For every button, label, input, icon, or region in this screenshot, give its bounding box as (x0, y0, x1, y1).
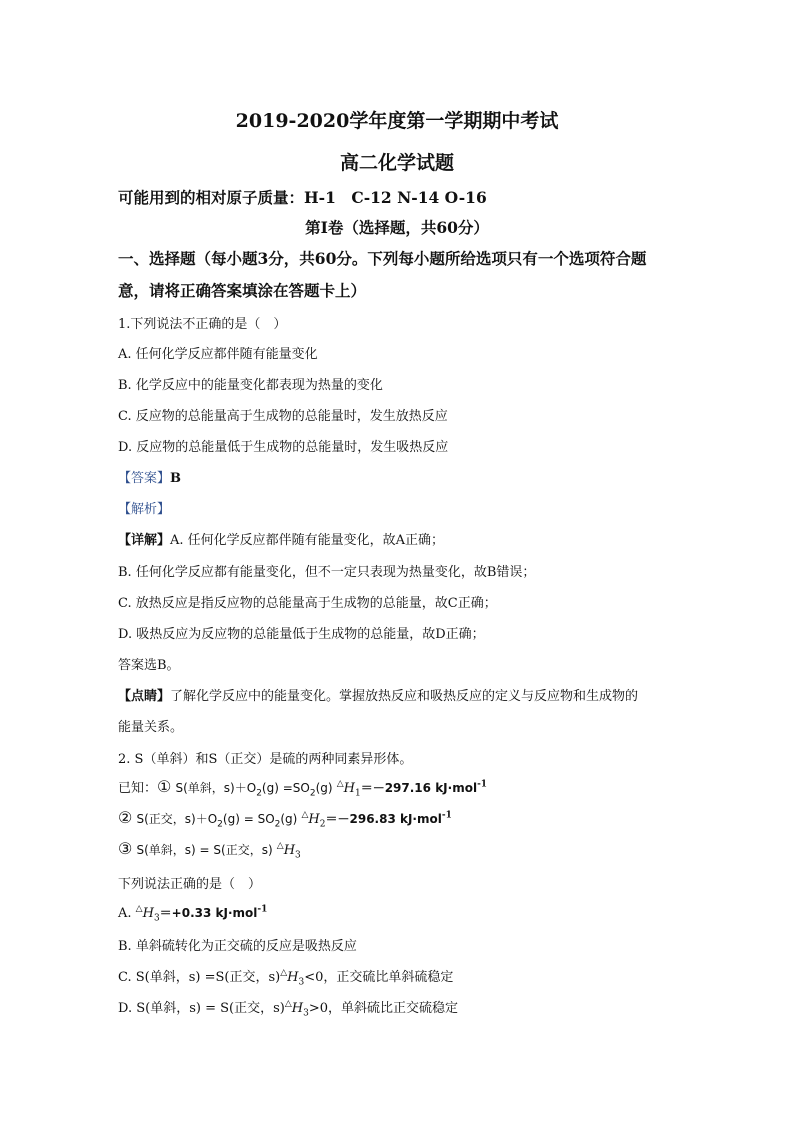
q1-option-a: A. 任何化学反应都伴随有能量变化 (118, 347, 318, 362)
q2-equation-1: 已知：① S(单斜，$s)+O_2(g) =SO_2(g)$ $^\triangle H_1=-297.16$ kJ·mol$^{-1}$ (118, 777, 488, 799)
q1-detail-line-3: C. 放热反应是指反应物的总能量高于生成物的总能量，故C正确； (118, 596, 497, 611)
delta-icon: △ (284, 999, 292, 1009)
eq1-formula: S(单斜，$s)+O_2(g) =SO_2(g)$ (175, 781, 333, 799)
q1-detail-line-4: D. 吸热反应为反应物的总能量低于生成物的总能量，故D正确； (118, 627, 485, 642)
q1-option-d: D. 反应物的总能量低于生成物的总能量时，发生吸热反应 (118, 440, 449, 455)
q2-equation-2: ② S(正交，$s)+O_2(g) = SO_2(g)$ $^\triangle H_2=-296.83$ kJ·mol$^{-1}$ (118, 808, 452, 830)
detail-text: A. 任何化学反应都伴随有能量变化，故A正确； (170, 533, 445, 548)
point-tag: 【点睛】 (118, 689, 171, 704)
instructions-line-1: 一、选择题（每小题3分，共60分。下列每小题所给选项只有一个选项符合题 (118, 249, 647, 268)
exam-subtitle: 高二化学试题 (339, 152, 454, 174)
eq3-marker: ③ (118, 839, 133, 858)
q1-answer (118, 467, 181, 486)
q1-point-line-1 (118, 685, 638, 704)
instructions-line-2: 意，请将正确答案填涂在答题卡上） (118, 281, 367, 300)
q1-detail-line-2: B. 任何化学反应都有能量变化，但不一定只表现为热量变化，故B错误； (118, 565, 536, 580)
q1-option-c: C. 反应物的总能量高于生成物的总能量时，发生放热反应 (118, 409, 448, 424)
q1-detail-line-1 (118, 529, 444, 548)
known-label: 已知： (118, 781, 158, 796)
delta-icon: △ (276, 841, 284, 851)
q2-option-c: C. S(单斜，s) =S(正交，$s)^\triangle H_3<0$，正交硫比单斜硫稳定 (118, 968, 454, 988)
delta-icon: △ (301, 810, 309, 820)
section-heading: 第Ⅰ卷（选择题，共60分） (305, 218, 489, 237)
q1-analysis-tag: 【解析】 (118, 502, 171, 517)
eq1-marker: ① (157, 777, 172, 796)
q2-option-a: A. $^\triangle H_3=+0.33$ kJ·mol$^{-1}$ (118, 904, 268, 924)
eq2-marker: ② (118, 808, 133, 827)
exam-title: 2019-2020学年度第一学期期中考试 (235, 110, 559, 132)
q1-detail-line-5: 答案选B。 (118, 658, 180, 673)
q2-option-b: B. 单斜硫转化为正交硫的反应是吸热反应 (118, 939, 357, 954)
q2-equation-3: ③ S(单斜，s) = S(正交，s) $^\triangle H_3$ (118, 839, 301, 861)
atomic-mass-line: 可能用到的相对原子质量：H-1 C-12 N-14 O-16 (118, 188, 487, 207)
point-text: 了解化学反应中的能量变化。掌握放热反应和吸热反应的定义与反应物和生成物的 (170, 689, 639, 704)
answer-value: B (170, 471, 182, 486)
delta-icon: △ (336, 779, 344, 789)
q2-stem: 2. S（单斜）和S（正交）是硫的两种同素异形体。 (118, 752, 413, 767)
q1-option-b: B. 化学反应中的能量变化都表现为热量的变化 (118, 378, 383, 393)
q1-stem: 1.下列说法不正确的是（ ） (118, 317, 287, 332)
q2-option-d: D. S(单斜，s) = S(正交，$s)^\triangle H_3>0$，单斜硫比正交硫稳定 (118, 999, 458, 1019)
delta-icon: △ (280, 968, 288, 978)
eq2-formula: S(正交，$s)+O_2(g) = SO_2(g)$ (136, 812, 298, 830)
q1-point-line-2: 能量关系。 (118, 720, 184, 735)
answer-tag: 【答案】 (118, 471, 171, 486)
eq3-formula: S(单斜，s) = S(正交，s) (136, 843, 273, 857)
delta-icon: △ (135, 904, 143, 914)
detail-tag: 【详解】 (118, 533, 171, 548)
q2-ask: 下列说法正确的是（ ） (118, 877, 262, 892)
